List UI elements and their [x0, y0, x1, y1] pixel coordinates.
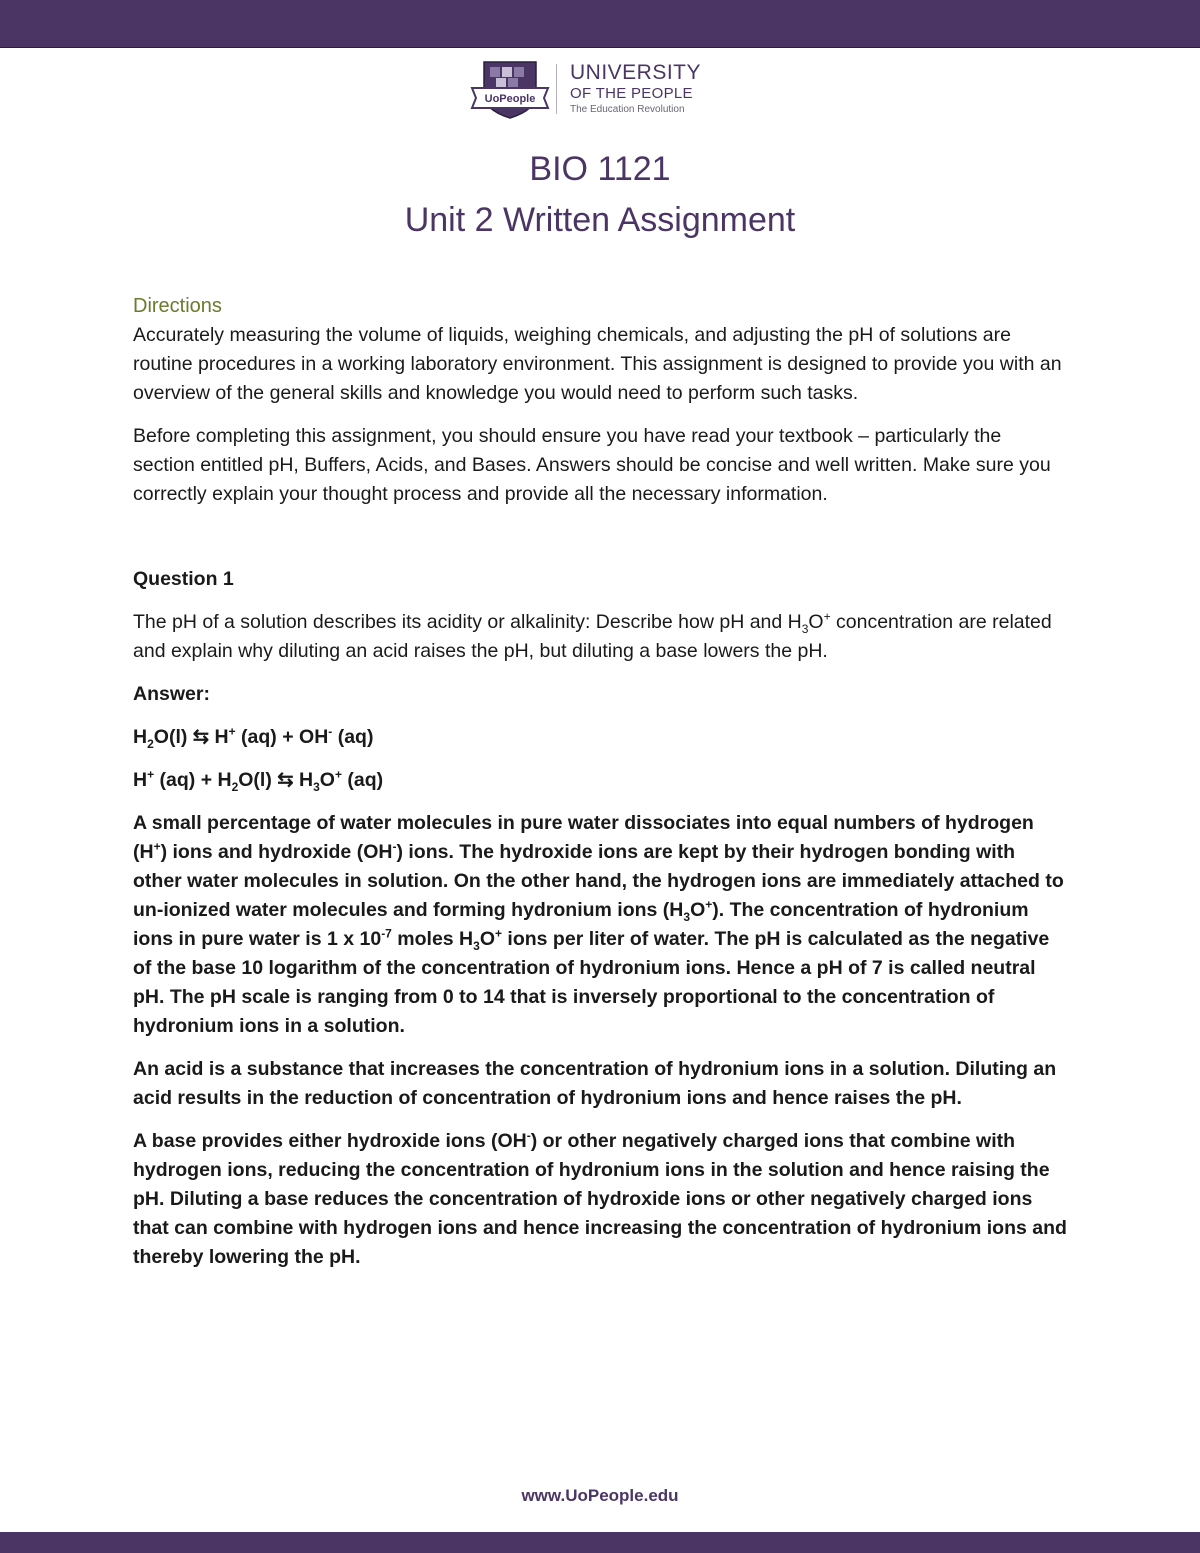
logo-wordmark	[570, 62, 701, 115]
logo-line-of-the-people: OF THE PEOPLE	[570, 85, 693, 102]
logo-line-university: UNIVERSITY	[570, 61, 702, 84]
footer-website-link[interactable]: www.UoPeople.edu	[521, 1486, 679, 1505]
question-1-text: The pH of a solution describes its acidity or alkalinity: Describe how pH and $H_3O^+$ concentration are related and explain why diluting an acid raises the pH, but diluting a base lowers the pH.	[133, 609, 1052, 662]
course-title: BIO 1121	[529, 150, 671, 188]
assignment-title: Unit 2 Written Assignment	[404, 201, 796, 239]
directions-heading: Directions	[133, 295, 222, 317]
answer-label: Answer:	[133, 683, 210, 705]
footer-band	[0, 1532, 1200, 1553]
logo-divider	[556, 64, 557, 114]
logo-tagline: The Education Revolution	[570, 104, 685, 115]
question-1-heading: Question 1	[133, 568, 234, 590]
answer-paragraph-1: A small percentage of water molecules in pure water dissociates into equal numbers of hydrogen (H+) ions and hydroxide (OH-) ions. The hydroxide ions are kept by their hydrogen bonding with other water molecules in solution. On the other hand, the hydrogen ions are immediately attached to un-ionized water molecules and forming hydronium ions $(H_3O^+)$. The concentration of hydronium ions in pure water is 1 x $10^{-7}$ moles $H_3O^+$ ions per liter of water. The pH is calculated as the negative of the base 10 logarithm of the concentration of hydronium ions. Hence a pH of 7 is called neutral pH. The pH scale is ranging from 0 to 14 that is inversely proportional to the concentration of hydronium ions in a solution.	[133, 812, 1064, 1037]
document-body	[133, 292, 1068, 1286]
logo-badge-text: UoPeople	[484, 93, 536, 105]
directions-paragraph-1: Accurately measuring the volume of liquids, weighing chemicals, and adjusting the pH of solutions are routine procedures in a working laboratory environment. This assignment is designed to provide you with an overview of the general skills and knowledge you would need to perform such tasks.	[133, 324, 1062, 404]
equation-water-dissociation: $H_2O(l)$ ⇆ H+ (aq) + OH- (aq)	[133, 724, 374, 751]
directions-paragraph-2: Before completing this assignment, you should ensure you have read your textbook – particularly the section entitled pH, Buffers, Acids, and Bases. Answers should be concise and well written. Make sure you correctly explain your thought process and provide all the necessary information.	[133, 425, 1051, 505]
answer-paragraph-2: An acid is a substance that increases the concentration of hydronium ions in a solution. Diluting an acid results in the reduction of concentration of hydronium ions and hence raises the pH.	[133, 1058, 1057, 1109]
equation-hydronium-formation: H+ $(aq) + H_2O(l)$ ⇆ $H_3O^+$ (aq)	[133, 767, 384, 794]
university-logo	[470, 58, 720, 122]
answer-paragraph-3: A base provides either hydroxide ions (OH-) or other negatively charged ions that combine with hydrogen ions, reducing the concentration of hydronium ions in the solution and hence raising the pH. Diluting a base reduces the concentration of hydroxide ions or other negatively charged ions that can combine with hydrogen ions and hence increasing the concentration of hydronium ions and thereby lowering the pH.	[133, 1128, 1067, 1268]
header-band	[0, 0, 1200, 48]
uopeople-crest-icon	[470, 58, 550, 120]
